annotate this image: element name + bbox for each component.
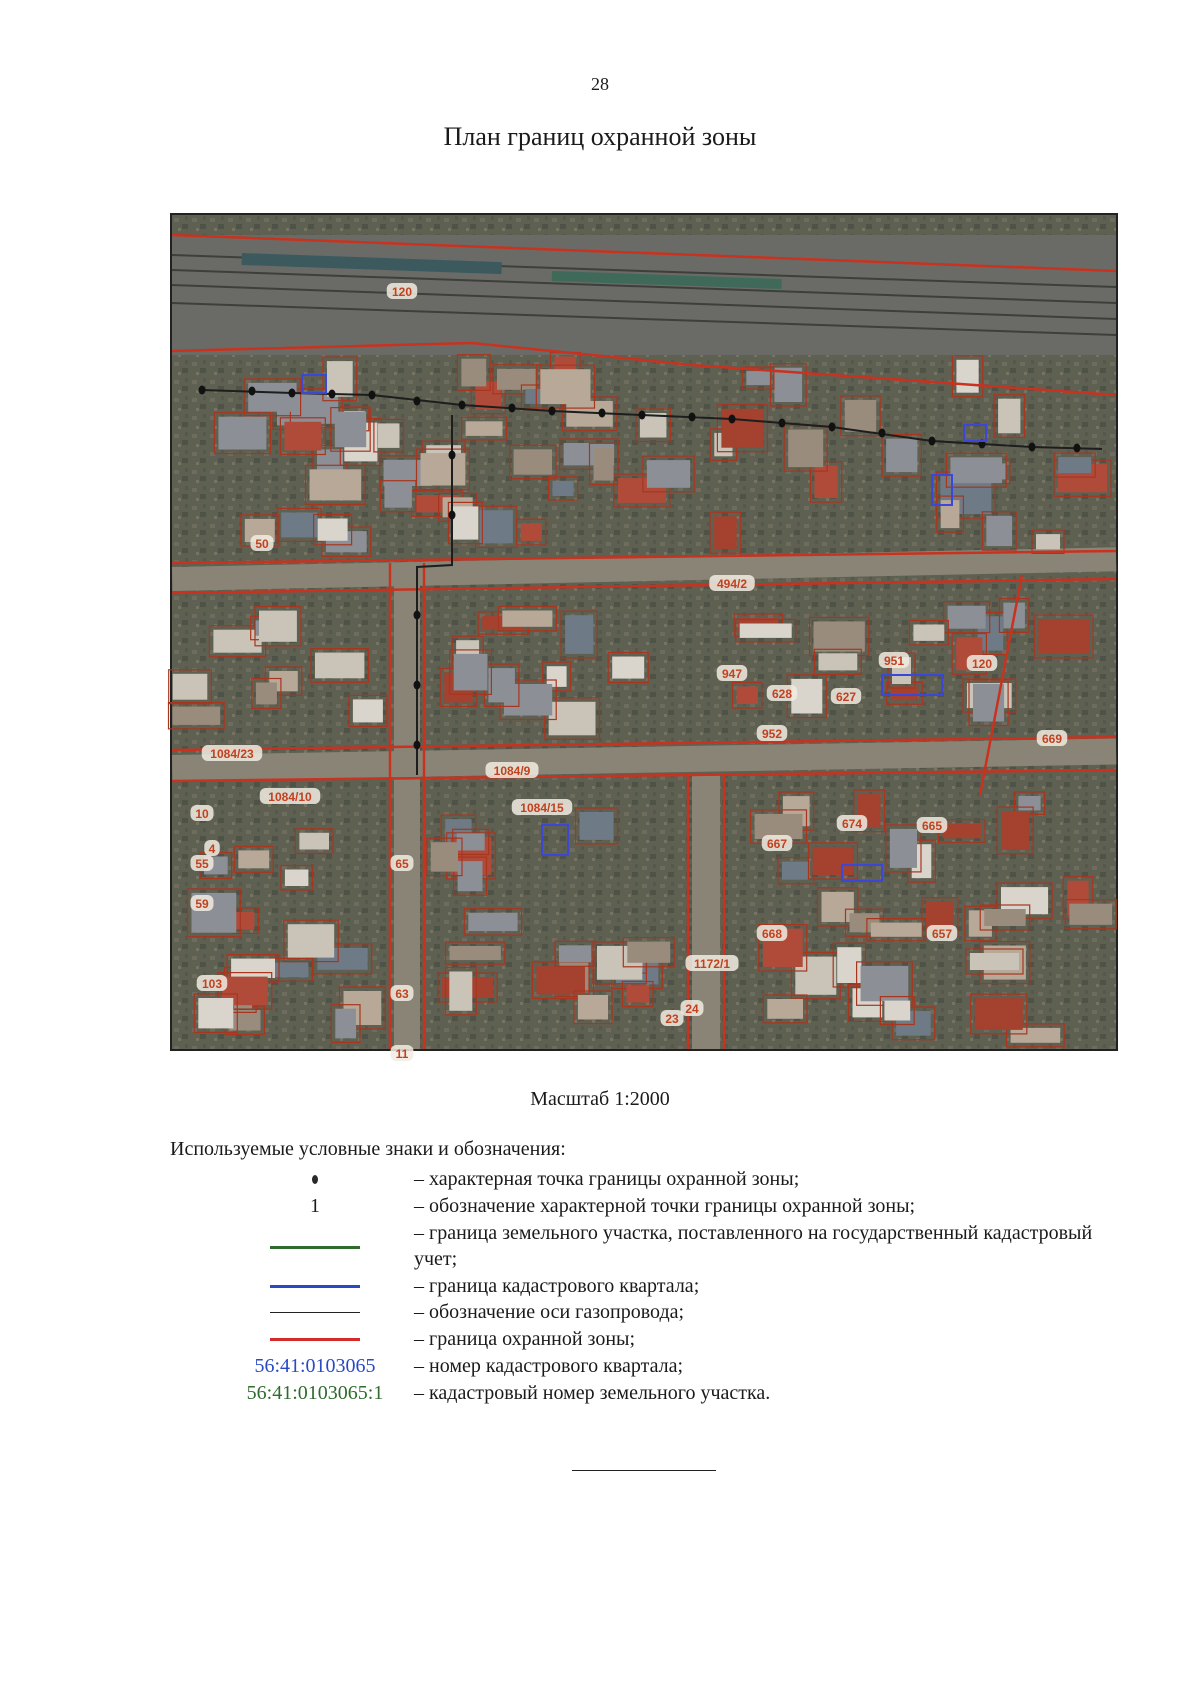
legend-item-pipeline-axis	[170, 1299, 1130, 1325]
building	[1038, 619, 1089, 654]
map-label	[767, 685, 798, 701]
svg-text:494/2: 494/2	[716, 577, 748, 591]
svg-text:669: 669	[1041, 732, 1063, 746]
building	[647, 460, 690, 488]
building	[788, 430, 823, 468]
svg-text:103: 103	[201, 977, 223, 991]
legend-desc: – характерная точка границы охранной зоны;	[414, 1168, 800, 1190]
map-label	[391, 1045, 414, 1061]
building	[466, 421, 503, 436]
svg-text:628: 628	[771, 687, 793, 701]
legend-symbol-text: 56:41:0103065	[254, 1354, 376, 1377]
building	[746, 371, 770, 385]
building	[452, 506, 478, 539]
building	[714, 516, 737, 549]
building	[913, 625, 944, 641]
svg-text:657: 657	[931, 927, 953, 941]
building	[353, 699, 383, 722]
pipeline-point	[249, 387, 256, 396]
map-label	[757, 925, 788, 941]
building	[285, 870, 309, 887]
building	[238, 850, 269, 868]
svg-text:1084/9: 1084/9	[493, 764, 531, 778]
pipeline-point	[639, 411, 646, 420]
legend-item-plot-boundary	[170, 1220, 1130, 1272]
building	[626, 986, 649, 1003]
building	[310, 469, 362, 500]
legend-title: Используемые условные знаки и обозначения:	[170, 1138, 566, 1160]
map-label	[202, 745, 263, 761]
building	[884, 1001, 910, 1021]
building	[514, 449, 552, 474]
building	[236, 912, 255, 929]
building	[431, 842, 458, 871]
building	[299, 833, 329, 850]
map-label	[717, 665, 748, 681]
building	[288, 924, 334, 957]
pipeline-point	[729, 415, 736, 424]
legend-item-zone-boundary	[170, 1326, 1130, 1352]
building	[468, 913, 517, 931]
svg-text:947: 947	[721, 667, 743, 681]
building	[975, 998, 1023, 1030]
svg-text:951: 951	[883, 654, 905, 668]
map-label	[762, 835, 793, 851]
svg-text:120: 120	[971, 657, 993, 671]
building	[318, 519, 348, 541]
map-label	[837, 815, 868, 831]
building	[256, 683, 277, 705]
building	[565, 615, 593, 654]
building	[521, 523, 542, 541]
svg-text:59: 59	[195, 897, 209, 911]
building	[1058, 457, 1091, 473]
building	[450, 946, 501, 960]
building	[948, 606, 986, 629]
map-label	[191, 805, 214, 821]
building	[1011, 1028, 1061, 1043]
pipeline-point	[1029, 443, 1036, 452]
pipeline-point	[879, 429, 886, 438]
building	[315, 653, 364, 679]
map-label	[757, 725, 788, 741]
map-label	[831, 688, 862, 704]
building	[284, 422, 321, 451]
svg-text:1084/10: 1084/10	[268, 790, 312, 804]
map-label	[917, 817, 948, 833]
building	[612, 657, 644, 679]
building	[986, 516, 1012, 546]
building	[737, 687, 758, 705]
svg-text:23: 23	[665, 1012, 679, 1026]
legend-desc: – обозначение характерной точки границы охранной зоны;	[414, 1195, 916, 1217]
svg-text:674: 674	[841, 817, 863, 831]
building	[1018, 796, 1040, 810]
pipeline-point	[1074, 444, 1081, 453]
building	[553, 481, 574, 496]
svg-text:665: 665	[921, 819, 943, 833]
building	[782, 862, 810, 880]
map-frame[interactable]	[170, 213, 1118, 1061]
legend-symbol-text: 1	[310, 1194, 320, 1217]
building	[886, 439, 917, 473]
building	[627, 942, 670, 963]
building	[813, 847, 854, 875]
building	[580, 812, 614, 840]
legend-desc: – кадастровый номер земельного участка.	[414, 1382, 771, 1404]
legend-desc: – обозначение оси газопровода;	[414, 1301, 685, 1323]
map-label	[391, 985, 414, 1001]
building	[198, 998, 233, 1028]
map-label	[391, 855, 414, 871]
map-label	[387, 283, 418, 299]
map-label	[681, 1000, 704, 1016]
building	[837, 947, 861, 983]
building	[449, 972, 472, 1011]
pipeline-point	[414, 741, 421, 750]
map-label	[486, 762, 539, 778]
svg-text:11: 11	[395, 1047, 409, 1061]
building	[488, 668, 515, 702]
building	[378, 423, 400, 448]
legend-desc: – граница земельного участка, поставленного на государственный кадастровый учет;	[414, 1222, 1093, 1270]
red-line-icon	[270, 1338, 360, 1341]
building	[540, 369, 590, 404]
map-label	[686, 955, 739, 971]
building	[454, 654, 488, 691]
building	[461, 359, 486, 387]
building	[231, 959, 275, 978]
building	[281, 512, 317, 537]
building	[721, 409, 763, 448]
building	[767, 999, 803, 1019]
building	[248, 383, 296, 412]
pipeline-point	[929, 437, 936, 446]
blue-line-icon	[270, 1285, 360, 1288]
svg-text:667: 667	[766, 837, 788, 851]
map-label	[260, 788, 321, 804]
boundary-point-icon	[312, 1175, 318, 1184]
map-label	[661, 1010, 684, 1026]
map-label	[1037, 730, 1068, 746]
building	[335, 1009, 356, 1039]
legend-item-point	[170, 1166, 1130, 1192]
svg-text:1172/1: 1172/1	[693, 957, 731, 971]
building	[890, 829, 917, 868]
building	[943, 824, 981, 839]
svg-text:668: 668	[761, 927, 783, 941]
building	[497, 369, 537, 390]
legend-desc: – номер кадастрового квартала;	[414, 1355, 684, 1377]
building	[814, 621, 865, 651]
building	[1036, 534, 1060, 549]
building	[970, 953, 1019, 970]
pipeline-point	[689, 413, 696, 422]
building	[502, 611, 552, 627]
pipeline-point	[414, 611, 421, 620]
building	[871, 923, 922, 937]
legend-item-plot-number	[170, 1380, 1130, 1406]
building	[1069, 904, 1112, 925]
map-label	[251, 535, 274, 551]
pipeline-point	[509, 404, 516, 413]
pipeline-point	[829, 423, 836, 432]
pipeline-point	[289, 389, 296, 398]
svg-text:63: 63	[395, 987, 409, 1001]
svg-text:952: 952	[761, 727, 783, 741]
building	[384, 485, 412, 508]
map-label	[197, 975, 228, 991]
legend-item-point-label	[170, 1193, 1130, 1219]
building	[259, 611, 297, 642]
building	[578, 995, 608, 1020]
legend-desc: – граница охранной зоны;	[414, 1328, 636, 1350]
map-label	[191, 895, 214, 911]
building	[740, 624, 792, 638]
map-scale: Масштаб 1:2000	[530, 1088, 670, 1110]
map-label	[191, 855, 214, 871]
legend-item-quarter-boundary	[170, 1273, 1130, 1299]
building	[998, 399, 1020, 434]
legend-symbol-text: 56:41:0103065:1	[246, 1381, 384, 1404]
pipeline-point	[449, 511, 456, 520]
green-line-icon	[270, 1246, 360, 1249]
building	[845, 400, 876, 432]
pipeline-point	[199, 386, 206, 395]
svg-text:120: 120	[391, 285, 413, 299]
legend-desc: – граница кадастрового квартала;	[414, 1275, 700, 1297]
svg-text:1084/23: 1084/23	[210, 747, 254, 761]
pipeline-point	[449, 451, 456, 460]
map-label	[512, 799, 573, 815]
pipeline-point	[549, 407, 556, 416]
building	[213, 630, 261, 653]
svg-text:1084/15: 1084/15	[520, 801, 564, 815]
svg-text:627: 627	[835, 690, 857, 704]
page-title: План границ охранной зоны	[443, 122, 757, 151]
pipeline-point	[329, 390, 336, 399]
map-label	[927, 925, 958, 941]
building	[536, 966, 585, 994]
building	[173, 674, 208, 700]
building	[594, 447, 614, 480]
building	[861, 966, 909, 1001]
svg-text:10: 10	[195, 807, 209, 821]
svg-text:50: 50	[255, 537, 269, 551]
svg-text:4: 4	[208, 842, 216, 856]
building	[218, 417, 266, 450]
end-rule	[572, 1470, 716, 1471]
black-line-icon	[270, 1312, 360, 1313]
building	[480, 510, 513, 543]
map-label	[709, 575, 755, 591]
map-label	[879, 652, 910, 668]
building	[984, 909, 1025, 926]
pipeline-point	[459, 401, 466, 410]
building	[457, 833, 485, 850]
building	[950, 457, 1002, 483]
pipeline-point	[599, 409, 606, 418]
pipeline-point	[414, 681, 421, 690]
svg-text:65: 65	[395, 857, 409, 871]
svg-text:55: 55	[195, 857, 209, 871]
pipeline-point	[369, 391, 376, 400]
map-label	[967, 655, 998, 671]
building	[229, 1010, 260, 1031]
pipeline-point	[779, 419, 786, 428]
pipeline-point	[414, 397, 421, 406]
building	[822, 892, 854, 922]
legend-item-quarter-number	[170, 1353, 1130, 1379]
aerial-map[interactable]	[172, 215, 1116, 1061]
building	[421, 453, 466, 485]
page-number: 28	[591, 74, 609, 94]
building	[1001, 811, 1029, 850]
building	[173, 707, 221, 725]
building	[956, 360, 978, 393]
building	[335, 412, 366, 448]
building	[819, 653, 858, 670]
building	[559, 945, 591, 962]
svg-text:24: 24	[685, 1002, 699, 1016]
map-label	[204, 840, 220, 856]
